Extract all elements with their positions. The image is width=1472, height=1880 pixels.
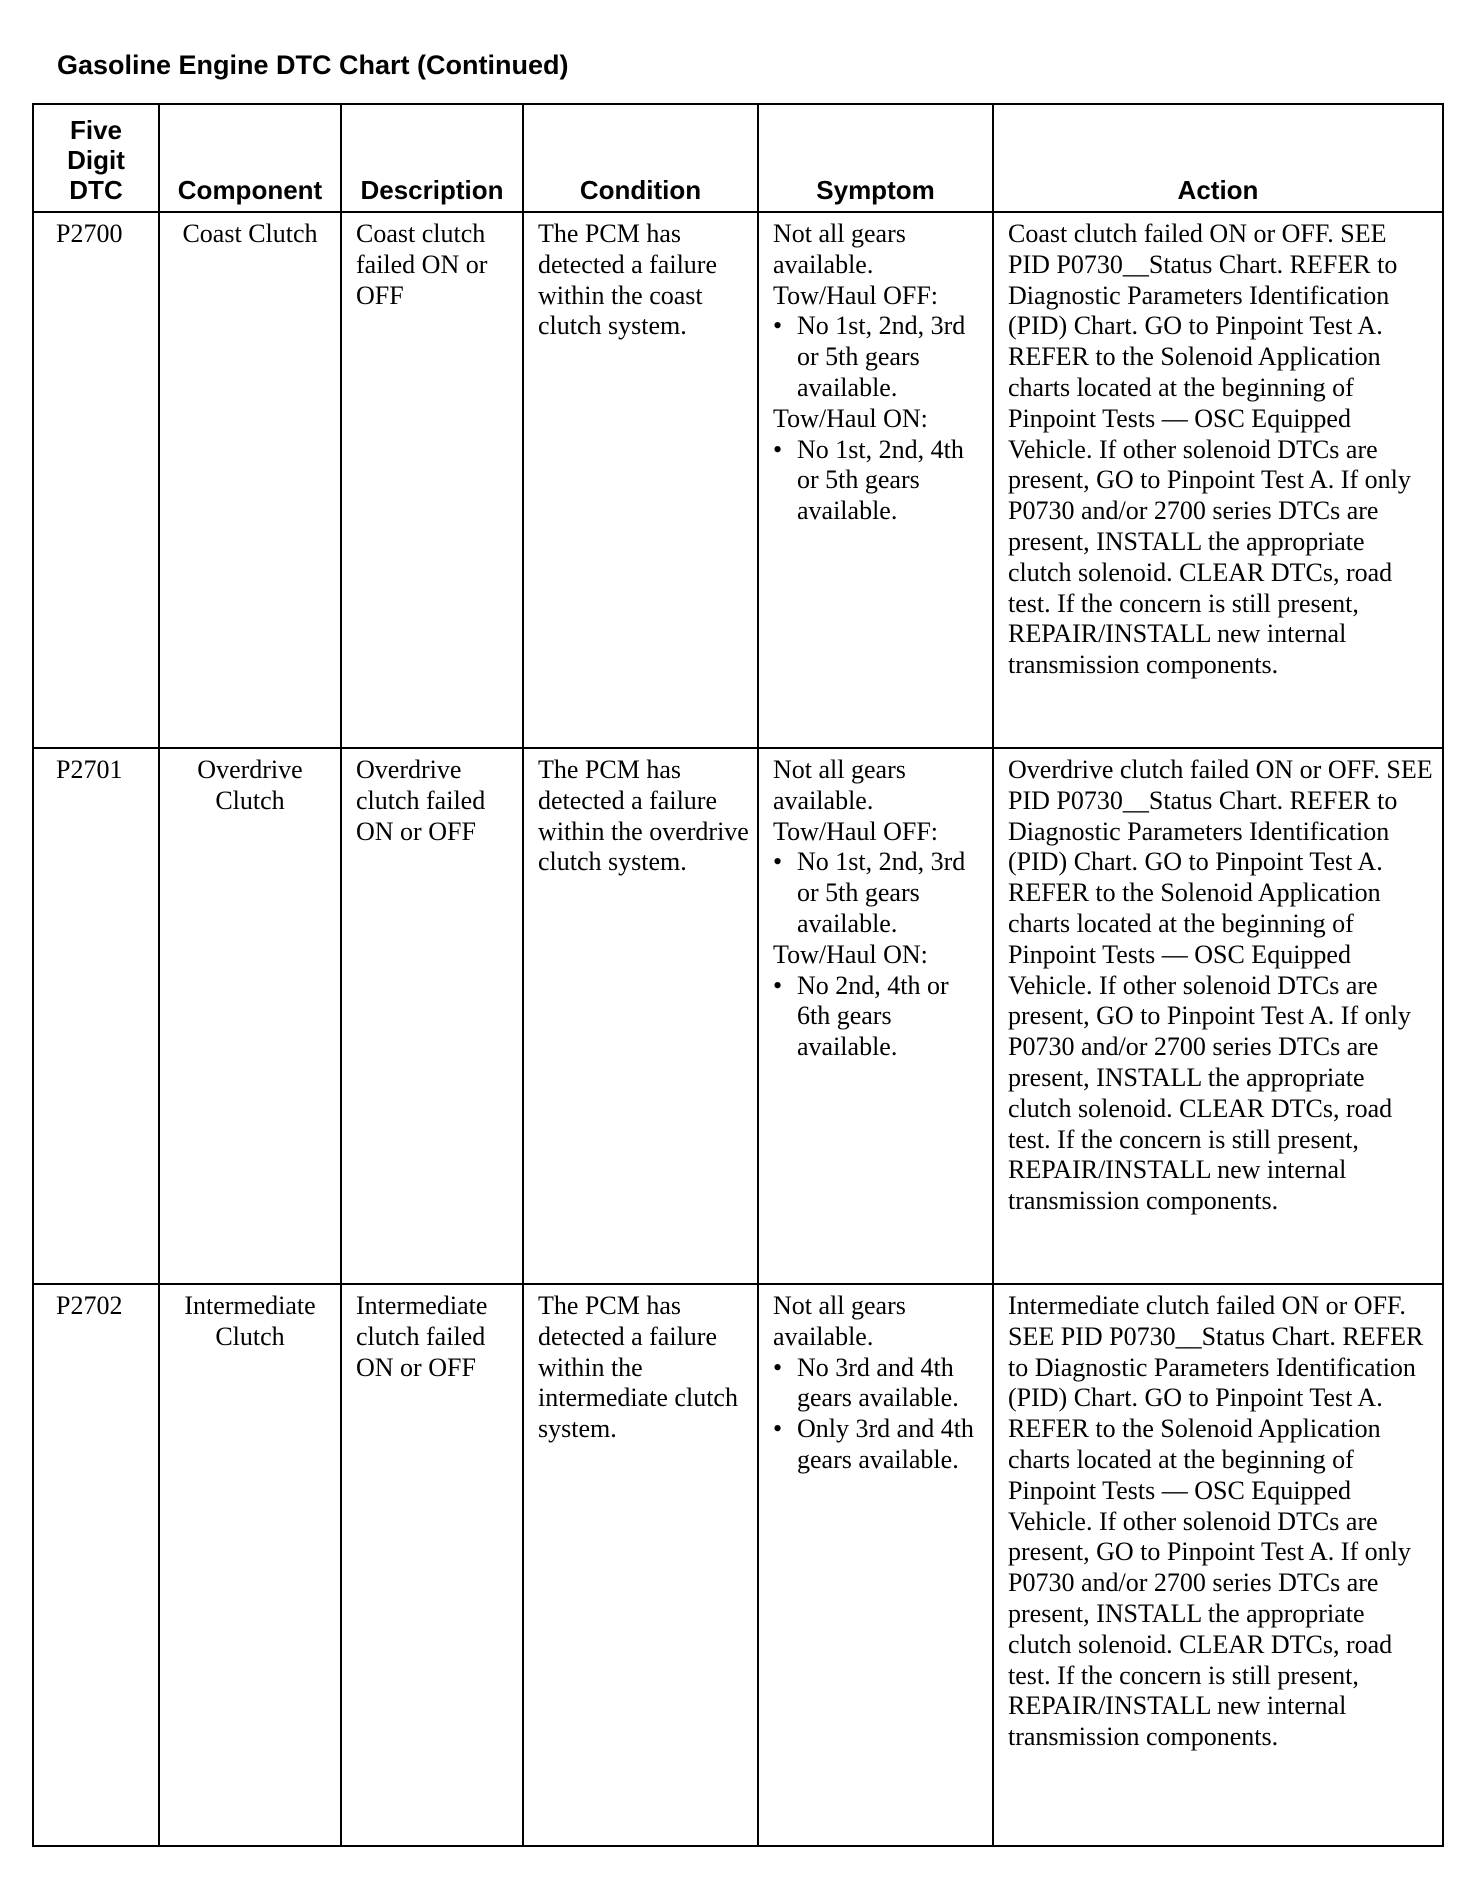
table-row [33,748,1443,1284]
action-cell: Overdrive clutch failed ON or OFF. SEE PID P0730__Status Chart. REFER to Diagnostic Parameters Identification (PID) Chart. GO to Pinpoint Test A. REFER to the Solenoid Application charts located at the beginning of Pinpoint Tests — OSC Equipped Vehicle. If other solenoid DTCs are present, GO to Pinpoint Test A. If only P0730 and/or 2700 series DTCs are present, INSTALL the appropriate clutch solenoid. CLEAR DTCs, road test. If the concern is still present, REPAIR/INSTALL new internal transmission components. [993,748,1443,1284]
symptom-cell [758,748,993,1284]
symptom-bullet-text: No 1st, 2nd, 4th or 5th gears available. [797,434,964,526]
symptom-bullet-text: Only 3rd and 4th gears available. [797,1414,974,1474]
description-cell: Coast clutch failed ON or OFF [341,212,523,748]
page-title: Gasoline Engine DTC Chart (Continued) [57,50,569,80]
bullet-icon: • [773,311,783,341]
symptom-bullet [773,311,984,403]
header-description: Description [341,104,523,212]
header-symptom: Symptom [758,104,993,212]
action-cell: Intermediate clutch failed ON or OFF. SEE PID P0730__Status Chart. REFER to Diagnostic Parameters Identification (PID) Chart. GO to Pinpoint Test A. REFER to the Solenoid Application charts located at the beginning of Pinpoint Tests — OSC Equipped Vehicle. If other solenoid DTCs are present, GO to Pinpoint Test A. If only P0730 and/or 2700 series DTCs are present, INSTALL the appropriate clutch solenoid. CLEAR DTCs, road test. If the concern is still present, REPAIR/INSTALL new internal transmission components. [993,1284,1443,1846]
header-condition: Condition [523,104,758,212]
symptom-intro-line: available. [773,1321,874,1351]
header-component: Component [159,104,341,212]
header-row [33,104,1443,212]
header-dtc-line-1: Five [69,115,123,145]
symptom-group-heading: Tow/Haul ON: [773,403,928,433]
symptom-bullet [773,1414,984,1476]
action-cell: Coast clutch failed ON or OFF. SEE PID P0730__Status Chart. REFER to Diagnostic Parameters Identification (PID) Chart. GO to Pinpoint Test A. REFER to the Solenoid Application charts located at the beginning of Pinpoint Tests — OSC Equipped Vehicle. If other solenoid DTCs are present, GO to Pinpoint Test A. If only P0730 and/or 2700 series DTCs are present, INSTALL the appropriate clutch solenoid. CLEAR DTCs, road test. If the concern is still present, REPAIR/INSTALL new internal transmission components. [993,212,1443,748]
dtc-code-cell: P2701 [33,748,159,1284]
bullet-icon: • [773,1414,783,1444]
symptom-bullet-text: No 1st, 2nd, 3rd or 5th gears available. [797,847,966,938]
dtc-code-cell: P2702 [33,1284,159,1846]
symptom-intro-line: available. [773,785,874,815]
component-cell: Overdrive Clutch [159,748,341,1284]
description-cell: Overdrive clutch failed ON or OFF [341,748,523,1284]
bullet-icon: • [773,1352,783,1382]
symptom-bullet [773,847,984,939]
condition-cell: The PCM has detected a failure within the intermediate clutch system. [523,1284,758,1846]
symptom-group-heading: Tow/Haul ON: [773,939,928,969]
symptom-group-heading: Tow/Haul OFF: [773,280,939,310]
dtc-table [32,103,1444,1847]
header-action: Action [993,104,1443,212]
header-five-digit-dtc [33,104,159,212]
description-cell: Intermediate clutch failed ON or OFF [341,1284,523,1846]
condition-cell: The PCM has detected a failure within the overdrive clutch system. [523,748,758,1284]
symptom-intro-line: Not all gears [773,219,906,248]
symptom-intro-line: available. [773,249,874,279]
component-cell: Intermediate Clutch [159,1284,341,1846]
header-dtc-line-2: Digit [67,145,125,175]
header-dtc-line-3: DTC [69,175,123,205]
symptom-bullet [773,971,984,1063]
table-row [33,1284,1443,1846]
symptom-bullet-text: No 1st, 2nd, 3rd or 5th gears available. [797,311,966,402]
symptom-intro-line: Not all gears [773,755,906,784]
dtc-code-cell: P2700 [33,212,159,748]
condition-cell: The PCM has detected a failure within the coast clutch system. [523,212,758,748]
table-row [33,212,1443,748]
bullet-icon: • [773,847,783,877]
bullet-icon: • [773,434,783,464]
symptom-bullet [773,1353,984,1415]
symptom-bullet-text: No 3rd and 4th gears available. [797,1352,959,1413]
symptom-group-heading: Tow/Haul OFF: [773,816,939,846]
symptom-cell [758,212,993,748]
symptom-cell [758,1284,993,1846]
component-cell: Coast Clutch [159,212,341,748]
symptom-bullet [773,435,984,527]
symptom-bullet-text: No 2nd, 4th or 6th gears available. [797,970,949,1062]
symptom-intro-line: Not all gears [773,1291,906,1320]
bullet-icon: • [773,970,783,1000]
